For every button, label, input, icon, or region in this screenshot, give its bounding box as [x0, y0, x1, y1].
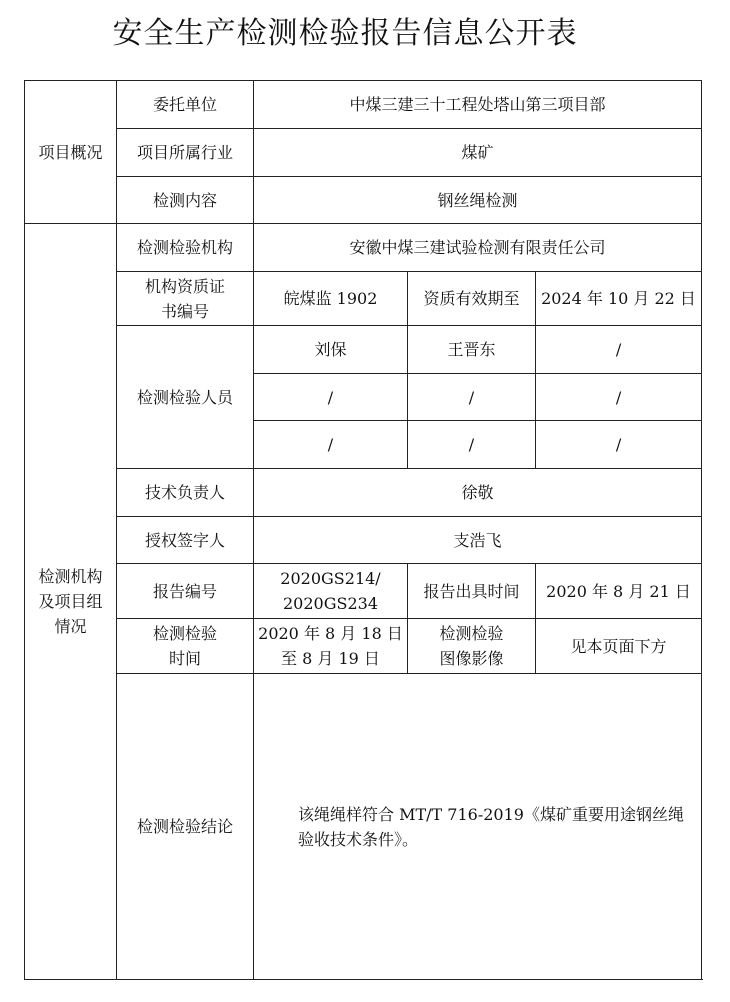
image-label: 检测检验图像影像 [408, 619, 536, 674]
org-value: 安徽中煤三建试验检测有限责任公司 [254, 224, 702, 272]
image-value: 见本页面下方 [536, 619, 702, 674]
staff-cell: 王晋东 [408, 326, 536, 374]
content-label: 检测内容 [117, 177, 254, 224]
report-no-value: 2020GS214/ 2020GS234 [254, 564, 408, 619]
staff-cell: / [254, 421, 408, 469]
conclusion-text: 该绳绳样符合 MT/T 716-2019《煤矿重要用途钢丝绳验收技术条件》。 [254, 674, 702, 980]
issue-time-value: 2020 年 8 月 21 日 [536, 564, 702, 619]
staff-cell: / [254, 374, 408, 421]
staff-cell: 刘保 [254, 326, 408, 374]
report-table [24, 80, 702, 980]
valid-until-value: 2024 年 10 月 22 日 [536, 272, 702, 326]
test-time-value: 2020 年 8 月 18 日至 8 月 19 日 [254, 619, 408, 674]
page-title: 安全生产检测检验报告信息公开表 [112, 16, 578, 51]
section-institution: 检测机构及项目组情况 [25, 224, 117, 980]
staff-cell: / [536, 326, 702, 374]
staff-cell: / [408, 421, 536, 469]
industry-label: 项目所属行业 [117, 129, 254, 177]
signer-value: 支浩飞 [254, 517, 702, 564]
staff-cell: / [408, 374, 536, 421]
conclusion-label: 检测检验结论 [117, 674, 254, 980]
signer-label: 授权签字人 [117, 517, 254, 564]
cert-number: 皖煤监 1902 [254, 272, 408, 326]
issue-time-label: 报告出具时间 [408, 564, 536, 619]
content-value: 钢丝绳检测 [254, 177, 702, 224]
staff-cell: / [536, 374, 702, 421]
valid-until-label: 资质有效期至 [408, 272, 536, 326]
tech-lead-value: 徐敬 [254, 469, 702, 517]
entrusting-unit-value: 中煤三建三十工程处塔山第三项目部 [254, 81, 702, 129]
staff-cell: / [536, 421, 702, 469]
section-project-overview: 项目概况 [25, 81, 117, 224]
industry-value: 煤矿 [254, 129, 702, 177]
tech-lead-label: 技术负责人 [117, 469, 254, 517]
entrusting-unit-label: 委托单位 [117, 81, 254, 129]
report-no-label: 报告编号 [117, 564, 254, 619]
test-time-label: 检测检验时间 [117, 619, 254, 674]
cert-label: 机构资质证书编号 [117, 272, 254, 326]
staff-label: 检测检验人员 [117, 326, 254, 469]
org-label: 检测检验机构 [117, 224, 254, 272]
